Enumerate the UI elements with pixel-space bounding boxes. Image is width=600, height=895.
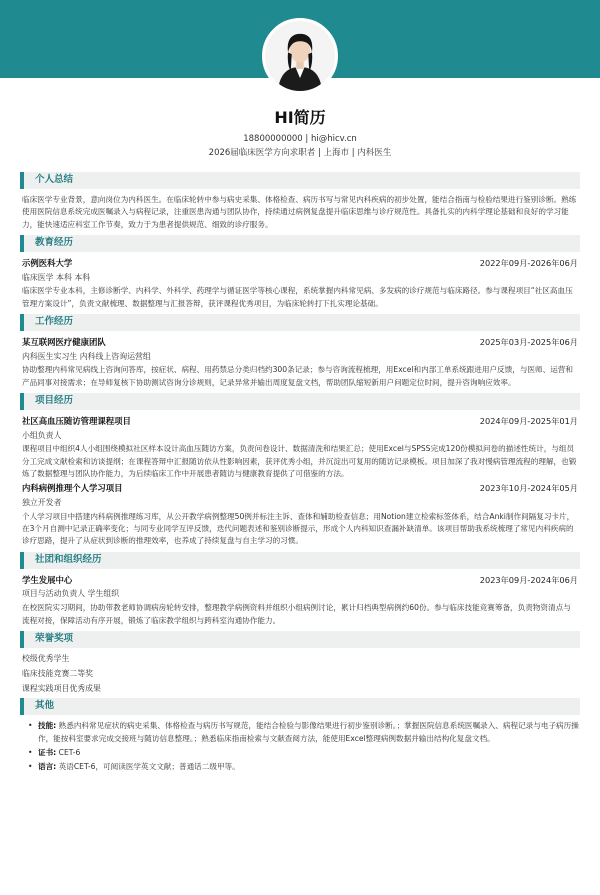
project-entry-header: [20, 482, 580, 495]
section-summary: [20, 172, 580, 231]
education-date: 2022年09月-2026年06月: [479, 257, 578, 268]
school-name: 示例医科大学: [22, 257, 73, 268]
item-label: 证书:: [38, 747, 57, 757]
education-entry-header: [20, 257, 580, 270]
item-label: 技能:: [38, 721, 57, 731]
job-intent: 2026届临床医学方向求职者 | 上海市 | 内科医生: [208, 148, 392, 158]
work-role: 内科医生实习生 内科线上咨询运营组: [22, 351, 151, 361]
portrait-photo-icon: [265, 21, 335, 91]
item-text: CET-6: [58, 747, 81, 757]
project-entry-header: [20, 415, 580, 428]
section-title: 其他: [35, 700, 55, 712]
section-accent-bar: [20, 698, 24, 715]
section-accent-bar: [20, 552, 24, 569]
item-text: 英语CET-6，可阅读医学英文文献；普通话二级甲等。: [58, 762, 240, 772]
section-header: [20, 235, 580, 252]
section-title: 工作经历: [35, 315, 74, 327]
section-title: 社团和组织经历: [35, 553, 102, 565]
project-description: 课程项目中组织4人小组围绕模拟社区样本设计高血压随访方案，负责问卷设计、数据清洗和结果汇总；使用Excel与SPSS完成120份模拟问卷的描述性统计，与组员分工完成文献检索和访谈提纲；在课程答辩中汇报随访依从性影响因素，获评优秀小组，并沉淀出可复用的随访记录模板。项目加深了我对慢病管理流程的理解，也锻炼了数据整理与团队协作能力，为后续临床工作中开展患者随访与健康教育提供了可借鉴的方法。: [22, 444, 577, 479]
project-role: 小组负责人: [22, 430, 62, 440]
work-description: 协助整理内科常见病线上咨询问答库，按症状、病程、用药禁忌分类归档约300条记录；参与咨询流程梳理，用Excel和内部工单系统跟进用户反馈，与医师、运营和产品同事对接需求；在导师复核下协助测试咨询分诊规则，记录异常并输出周度复盘文档，帮助团队缩短新用户问题定位时间，提升咨询响应效率。: [22, 365, 573, 387]
summary-text: 临床医学专业背景，意向岗位为内科医生。在临床轮转中参与病史采集、体格检查、病历书写与常见内科疾病的初步处置，能结合指南与检验结果进行鉴别诊断。熟练使用医院信息系统完成医嘱录入与病程记录，注重医患沟通与团队协作，持续通过病例复盘提升临床思维与诊疗规范性。具备扎实的内科学理论基础和良好的学习能力，能快速适应科室工作节奏，致力于为患者提供规范、细致的诊疗服务。: [22, 195, 577, 229]
club-role: 项目与活动负责人 学生组织: [22, 589, 120, 599]
section-title: 项目经历: [35, 395, 74, 407]
award-item: 课程实践项目优秀成果: [22, 683, 101, 693]
club-date: 2023年09月-2024年06月: [479, 574, 578, 585]
item-label: 语言:: [38, 762, 57, 772]
section-header: [20, 172, 580, 189]
section-header: [20, 314, 580, 331]
company-name: 某互联网医疗健康团队: [22, 336, 106, 347]
section-header: [20, 552, 580, 569]
project-name: 内科病例推理个人学习项目: [22, 483, 123, 494]
section-title: 教育经历: [35, 236, 74, 248]
section-header: [20, 393, 580, 410]
award-item: 临床技能竞赛二等奖: [22, 668, 94, 678]
project-role: 独立开发者: [22, 497, 62, 507]
project-name: 社区高血压随访管理课程项目: [22, 416, 131, 427]
section-header: [20, 698, 580, 715]
work-date: 2025年03月-2025年06月: [479, 336, 578, 347]
club-description: 在校医院实习期间，协助带教老师协调病房轮转安排，整理教学病例资料并组织小组病例讨论，累计归档典型病例约60份。参与临床技能竞赛筹备，负责物资清点与流程对接，保障活动有序开展，锻炼了临床教学组织与跨科室沟通协作能力。: [22, 603, 571, 625]
section-header: [20, 631, 580, 648]
avatar: [262, 18, 338, 94]
others-list: [20, 720, 580, 773]
section-title: 荣誉奖项: [35, 632, 74, 644]
section-education: [20, 235, 580, 310]
section-others: [20, 698, 580, 773]
section-title: 个人总结: [35, 174, 74, 185]
section-awards: [20, 631, 580, 695]
section-work: [20, 314, 580, 389]
project-date: 2023年10月-2024年05月: [479, 483, 578, 494]
item-text: 熟悉内科常见症状的病史采集、体格检查与病历书写规范，能结合检验与影像结果进行初步鉴别诊断。；掌握医院信息系统医嘱录入、病程记录与电子病历操作，能按科室要求完成交接班与随访信息整理。；熟悉临床指南检索与文献查阅方法，能使用Excel整理病例数据并输出结构化复盘文档。: [38, 721, 579, 743]
education-description: 临床医学专业本科，主修诊断学、内科学、外科学、药理学与循证医学等核心课程，系统掌握内科常见病、多发病的诊疗规范与临床路径。参与课程项目“社区高血压管理方案设计”，负责文献梳理、数据整理与汇报答辩，获评课程优秀项目，为临床轮转打下扎实理论基础。: [22, 286, 573, 308]
section-clubs: [20, 552, 580, 627]
work-entry-header: [20, 336, 580, 349]
list-item: [28, 720, 580, 745]
list-item: [28, 747, 580, 759]
resume-name: HI简历: [274, 108, 326, 127]
section-accent-bar: [20, 393, 24, 410]
contact-info: 18800000000 | hi@hicv.cn: [243, 134, 357, 144]
section-accent-bar: [20, 172, 24, 189]
award-item: 校级优秀学生: [22, 653, 70, 663]
project-description: 个人学习项目中搭建内科病例推理练习库，从公开教学病例整理50例并标注主诉、查体和辅助检查信息；用Notion建立检索标签体系，结合Anki制作间隔复习卡片，在3个月自测中记录正确率变化；与同专业同学互评反馈，迭代问题表述和鉴别诊断提示，形成个人内科知识查漏补缺清单。该项目帮助我系统梳理了常见内科疾病的诊疗思路，提升了从症状到诊断的推理效率，也养成了持续复盘与自主学习的习惯。: [22, 511, 575, 546]
club-entry-header: [20, 574, 580, 587]
section-accent-bar: [20, 631, 24, 648]
section-accent-bar: [20, 314, 24, 331]
organization-name: 学生发展中心: [22, 574, 73, 585]
project-date: 2024年09月-2025年01月: [479, 416, 578, 427]
list-item: [28, 761, 580, 773]
section-accent-bar: [20, 235, 24, 252]
education-degree: 临床医学 本科 本科: [22, 272, 91, 282]
section-projects: [20, 393, 580, 548]
resume-content: [20, 172, 580, 778]
